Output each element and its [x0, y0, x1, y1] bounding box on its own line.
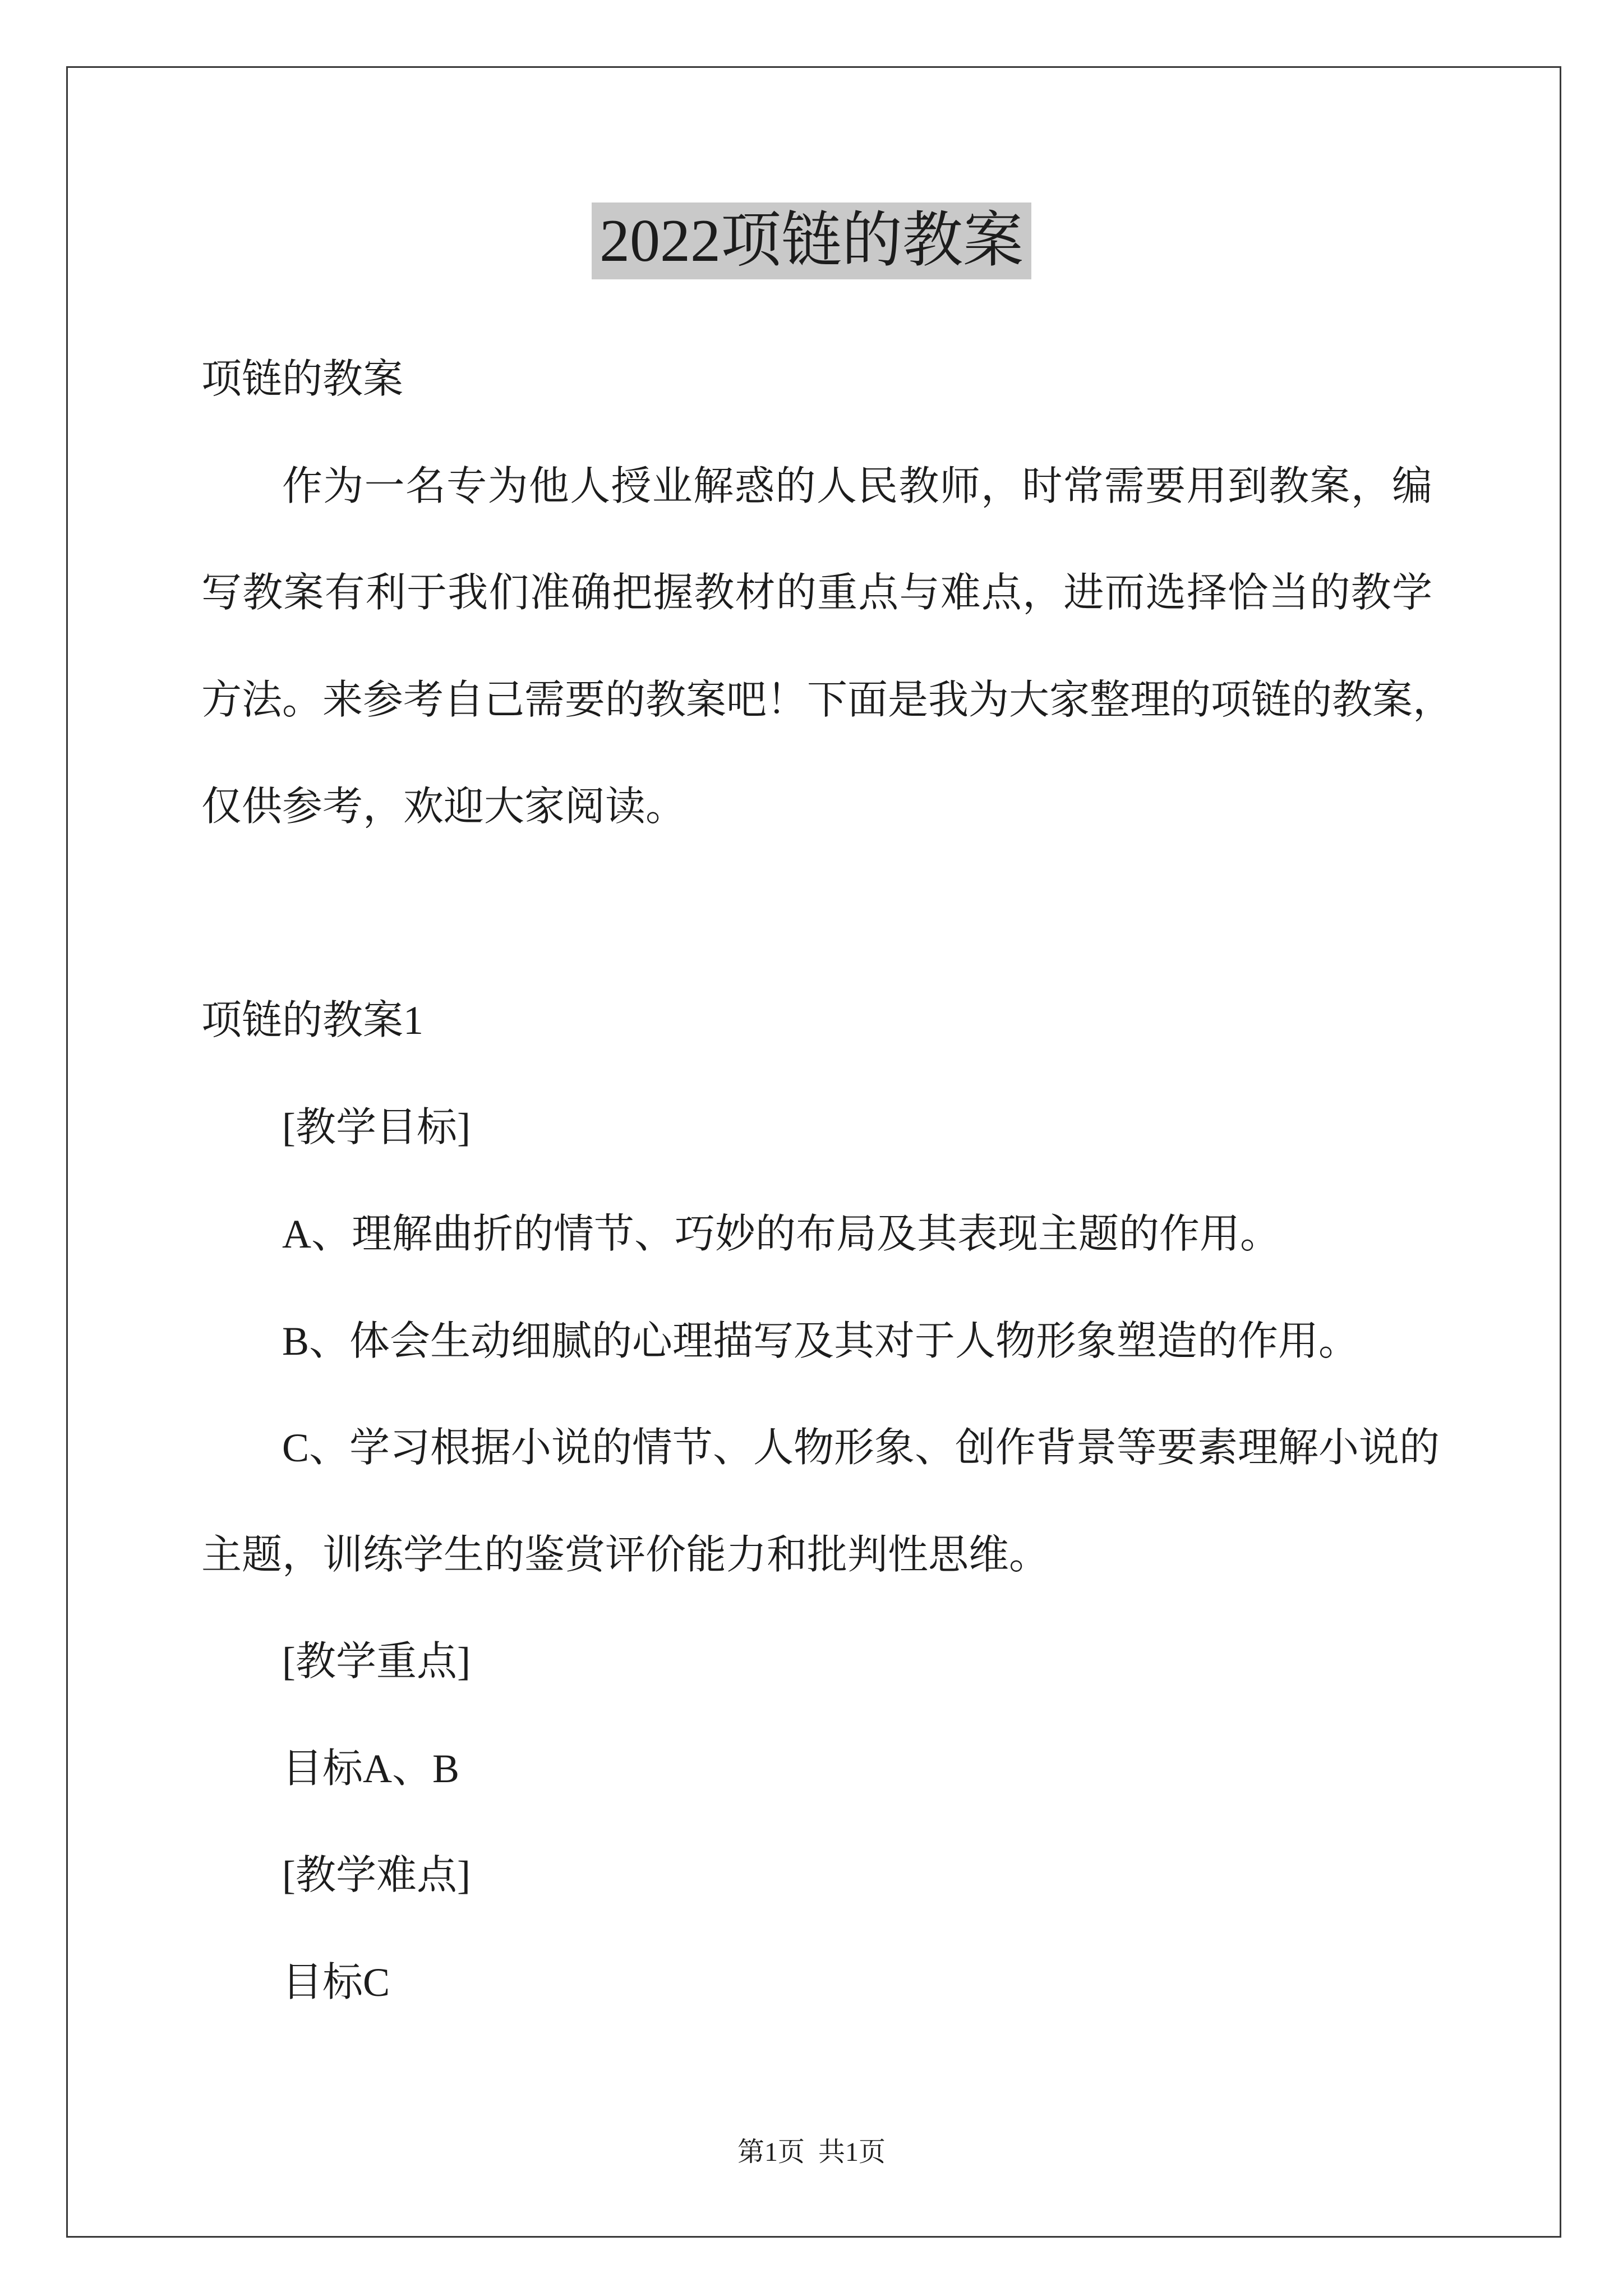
intro-line: 写教案有利于我们准确把握教材的重点与难点，进而选择恰当的教学	[201, 570, 1432, 615]
difficulties-heading: [教学难点]	[282, 1853, 471, 1898]
blank-line	[201, 861, 1432, 968]
intro-line: 作为一名专为他人授业解惑的人民教师，时常需要用到教案，编	[282, 463, 1432, 509]
objective-c-line: 主题，训练学生的鉴赏评价能力和批判性思维。	[201, 1532, 1050, 1577]
subtitle: 项链的教案	[201, 357, 404, 402]
document-title: 2022项链的教案	[592, 203, 1031, 279]
objective-b: B、体会生动细腻的心理描写及其对于人物形象塑造的作用。	[282, 1318, 1359, 1364]
intro-line: 仅供参考，欢迎大家阅读。	[201, 784, 686, 829]
key-points-heading: [教学重点]	[282, 1639, 471, 1684]
objective-a: A、理解曲折的情节、巧妙的布局及其表现主题的作用。	[282, 1212, 1280, 1257]
objective-c-line: C、学习根据小说的情节、人物形象、创作背景等要素理解小说的	[282, 1425, 1440, 1470]
title-row	[0, 203, 1623, 279]
page-footer: 第1页 共1页	[737, 2137, 886, 2167]
difficulties: 目标C	[282, 1959, 390, 2005]
objectives-heading: [教学目标]	[282, 1105, 471, 1150]
key-points: 目标A、B	[282, 1746, 460, 1791]
section-heading: 项链的教案1	[201, 998, 424, 1043]
intro-line: 方法。来参考自己需要的教案吧！下面是我为大家整理的项链的教案，	[201, 677, 1454, 723]
document-body	[201, 326, 1454, 2036]
